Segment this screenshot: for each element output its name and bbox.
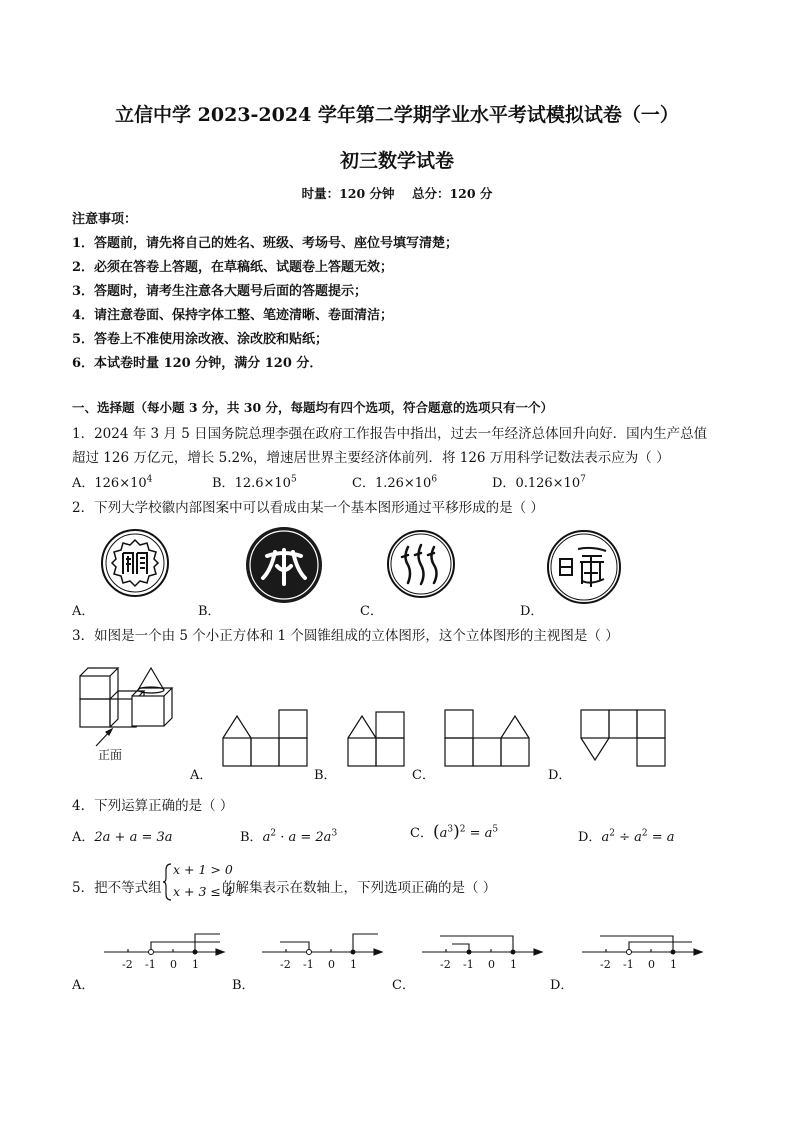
q3-view-c xyxy=(444,708,530,768)
q5-inequality-1: x + 1 > 0 xyxy=(173,862,233,877)
q3-text: 3．如图是一个由 5 个小正方体和 1 个圆锥组成的立体图形，这个立体图形的主视图是（ ） xyxy=(72,628,619,644)
q5-option-b: B． xyxy=(232,978,255,993)
notice-item: 4．请注意卷面、保持字体工整、笔迹清晰、卷面清洁； xyxy=(72,308,394,323)
q3-view-d xyxy=(580,708,666,768)
tick-label: 1 xyxy=(510,958,517,971)
q1-option-d: D．$0.126\times 10^7$ xyxy=(492,474,586,491)
time-info: 时量：120 分钟 总分：120 分 xyxy=(301,186,493,201)
notice-item: 1．答题前，请先将自己的姓名、班级、考场号、座位号填写清楚； xyxy=(72,236,459,251)
q4-option-d: D．$a^2 \div a^2 = a$ xyxy=(578,828,675,845)
tick-label: 0 xyxy=(170,958,177,971)
q4-option-a: A．2a + a = 3a xyxy=(72,830,173,845)
q1-option-c: C．$1.26\times 10^6$ xyxy=(352,474,438,491)
notice-item: 6．本试卷时量 120 分钟，满分 120 分． xyxy=(72,356,323,371)
tick-label: 0 xyxy=(648,958,655,971)
q5-text-suffix: 的解集表示在数轴上，下列选项正确的是（ ） xyxy=(222,880,497,896)
tick-label: -2 xyxy=(600,958,611,971)
brace-image xyxy=(163,862,173,902)
emblem-c-image xyxy=(386,529,456,599)
emblem-a-image xyxy=(100,528,170,598)
q4-option-b: B．$a^2 \cdot a = 2a^3$ xyxy=(240,828,338,845)
q5-text: 5．把不等式组 xyxy=(72,880,162,896)
q4-option-c: C．$(a^3)^2 = a^5$ xyxy=(410,822,499,842)
section-heading: 一、选择题（每小题 3 分，共 30 分，每题均有四个选项，符合题意的选项只有一个） xyxy=(72,400,554,415)
emblem-d-image xyxy=(546,529,622,605)
tick-label: -1 xyxy=(623,958,634,971)
notice-item: 3．答题时，请考生注意各大题号后面的答题提示； xyxy=(72,284,368,299)
q3-option-d: D． xyxy=(548,768,572,783)
exam-subtitle: 初三数学试卷 xyxy=(339,150,454,172)
q5-option-d: D． xyxy=(550,978,574,993)
emblem-b-image xyxy=(245,526,323,604)
notice-item: 5．答卷上不准使用涂改液、涂改胶和贴纸； xyxy=(72,332,329,347)
q3-option-a: A． xyxy=(190,768,213,783)
q2-option-c: C． xyxy=(360,604,383,619)
q5-inequality-2: x + 3 ≤ 4 xyxy=(173,884,233,899)
notice-heading: 注意事项： xyxy=(72,212,138,227)
tick-label: -1 xyxy=(145,958,156,971)
q1-text-line2: 超过 126 万亿元，增长 5.2%，增速居世界主要经济体前列．将 126 万用科学记数法表示应为（ ） xyxy=(72,450,670,466)
tick-label: 1 xyxy=(670,958,677,971)
q1-text-line1: 1．2024 年 3 月 5 日国务院总理李强在政府工作报告中指出，过去一年经济总体回升向好．国内生产总值 xyxy=(72,426,708,442)
q5-option-a: A． xyxy=(72,978,95,993)
tick-label: 0 xyxy=(488,958,495,971)
tick-label: 1 xyxy=(192,958,199,971)
tick-label: -2 xyxy=(440,958,451,971)
q3-option-c: C． xyxy=(412,768,435,783)
q3-view-b xyxy=(346,708,408,768)
front-label: 正面 xyxy=(98,748,123,762)
tick-label: 1 xyxy=(350,958,357,971)
q5-option-c: C． xyxy=(392,978,415,993)
q2-option-a: A． xyxy=(72,604,95,619)
tick-label: 0 xyxy=(328,958,335,971)
q1-option-a: A．$126\times 10^4$ xyxy=(72,474,153,491)
tick-label: -1 xyxy=(303,958,314,971)
tick-label: -2 xyxy=(122,958,133,971)
q4-text: 4．下列运算正确的是（ ） xyxy=(72,798,234,814)
q2-text: 2．下列大学校徽内部图案中可以看成由某一个基本图形通过平移形成的是（ ） xyxy=(72,500,544,516)
q3-view-a xyxy=(222,708,308,768)
exam-title: 立信中学 2023-2024 学年第二学期学业水平考试模拟试卷（一） xyxy=(115,104,679,126)
q1-option-b: B．$12.6\times 10^5$ xyxy=(212,474,297,491)
tick-label: -2 xyxy=(280,958,291,971)
q2-option-b: B． xyxy=(198,604,221,619)
notice-item: 2．必须在答卷上答题，在草稿纸、试题卷上答题无效； xyxy=(72,260,394,275)
q2-option-d: D． xyxy=(520,604,544,619)
tick-label: -1 xyxy=(463,958,474,971)
q3-option-b: B． xyxy=(314,768,337,783)
solid-figure-image xyxy=(76,660,188,760)
